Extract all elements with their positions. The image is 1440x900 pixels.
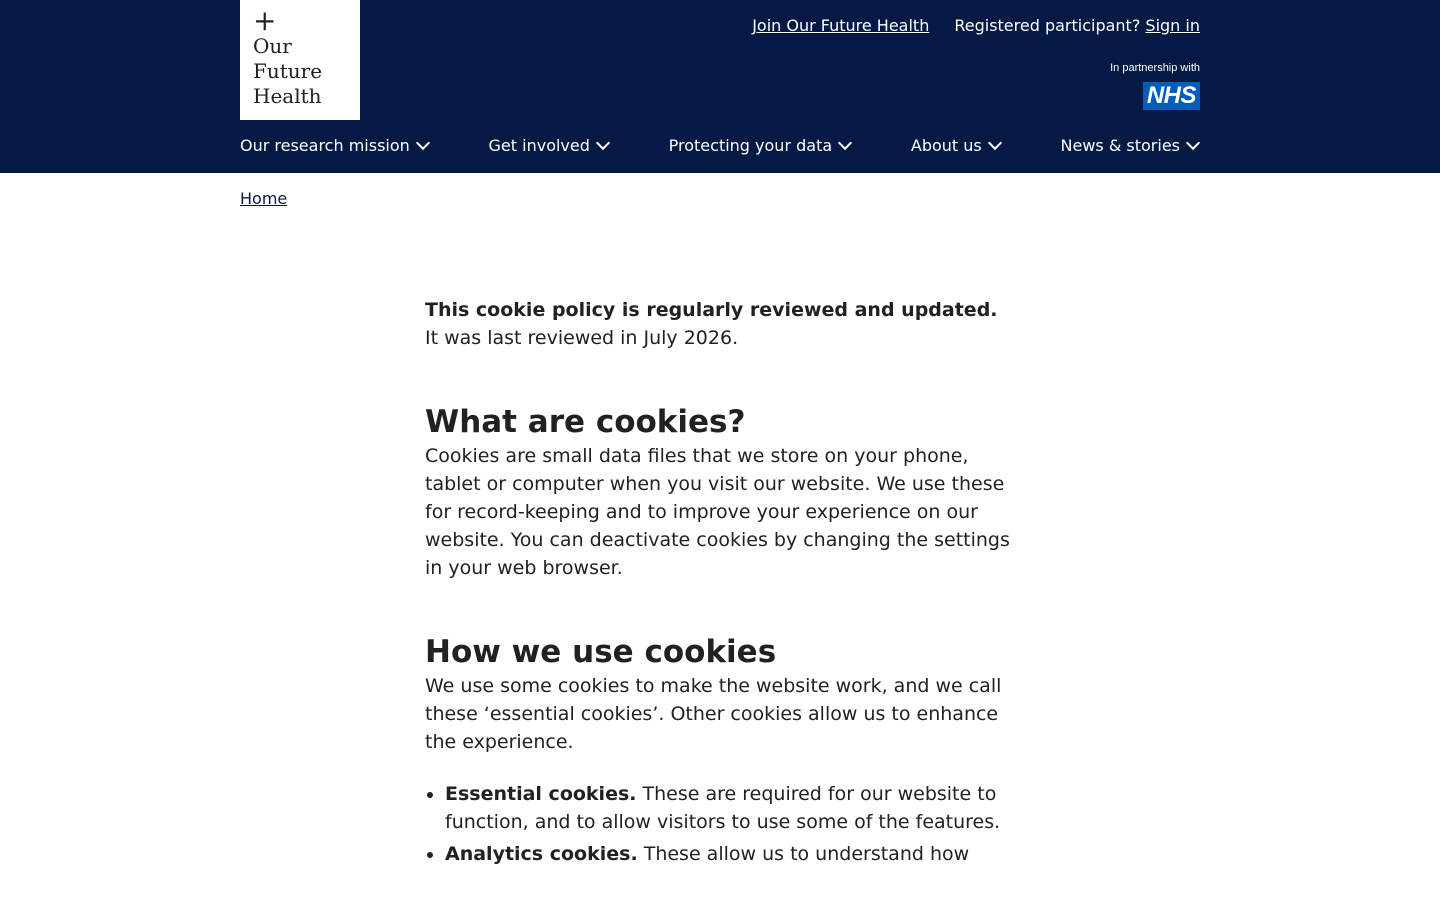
list-item	[445, 780, 1020, 836]
what-are-cookies-paragraph: Cookies are small data files that we store on your phone, tablet or computer when you visit our website. We use these for record-keeping and to improve your experience on our website. You can deactivate cookies by changing the settings in your web browser.	[425, 445, 1010, 579]
nav-item-label: Our research mission	[240, 136, 410, 155]
nav-item-about-us[interactable]	[911, 136, 1002, 155]
nhs-logo: NHS	[1143, 82, 1200, 110]
nav-item-label: Get involved	[488, 136, 590, 155]
breadcrumb	[240, 189, 287, 208]
what-are-cookies-heading: What are cookies?	[425, 404, 746, 440]
chevron-down-icon	[416, 136, 430, 150]
list-item-term: Analytics cookies.	[445, 843, 638, 865]
nav-item-research-mission[interactable]	[240, 136, 430, 155]
join-link[interactable]: Join Our Future Health	[752, 16, 930, 35]
logo-word-health: Health	[253, 84, 322, 108]
chevron-down-icon	[596, 136, 610, 150]
review-date-text: It was last reviewed in July 2026.	[425, 327, 739, 349]
review-bold-text: This cookie policy is regularly reviewed and updated.	[425, 299, 998, 321]
masthead	[0, 0, 1440, 173]
list-item-text: These are required for our website to function, and to allow visitors to use some of the features.	[445, 783, 1001, 833]
plus-icon: +	[253, 4, 277, 37]
list-item-term: Essential cookies.	[445, 783, 637, 805]
logo-word-future: Future	[253, 59, 323, 83]
main-content	[425, 296, 1020, 872]
nhs-partnership	[1110, 62, 1200, 110]
registered-participant	[954, 16, 1200, 35]
utility-links	[752, 16, 1200, 35]
sign-in-link[interactable]: Sign in	[1145, 16, 1200, 35]
nav-item-label: Protecting your data	[668, 136, 833, 155]
our-future-health-logo[interactable]	[240, 0, 360, 120]
chevron-down-icon	[988, 136, 1002, 150]
nav-item-news-stories[interactable]	[1061, 136, 1200, 155]
chevron-down-icon	[1186, 136, 1200, 150]
partnership-text: In partnership with	[1110, 62, 1200, 74]
review-notice	[425, 296, 1020, 352]
nav-item-label: News & stories	[1060, 136, 1180, 155]
main-navigation	[240, 136, 1200, 155]
cookie-types-list	[425, 780, 1020, 868]
registered-text: Registered participant?	[954, 16, 1141, 35]
nav-item-get-involved[interactable]	[489, 136, 610, 155]
breadcrumb-home-link[interactable]: Home	[240, 189, 288, 208]
chevron-down-icon	[838, 136, 852, 150]
nav-item-protecting-data[interactable]	[669, 136, 853, 155]
how-we-use-cookies-heading: How we use cookies	[425, 634, 777, 670]
nav-item-label: About us	[910, 136, 982, 155]
list-item-text: These allow us to understand how	[643, 843, 970, 865]
logo-word-our: Our	[253, 34, 292, 58]
list-item	[445, 840, 1020, 868]
how-we-use-cookies-paragraph: We use some cookies to make the website work, and we call these ‘essential cookies’. Other cookies allow us to enhance the experience.	[425, 675, 1002, 753]
